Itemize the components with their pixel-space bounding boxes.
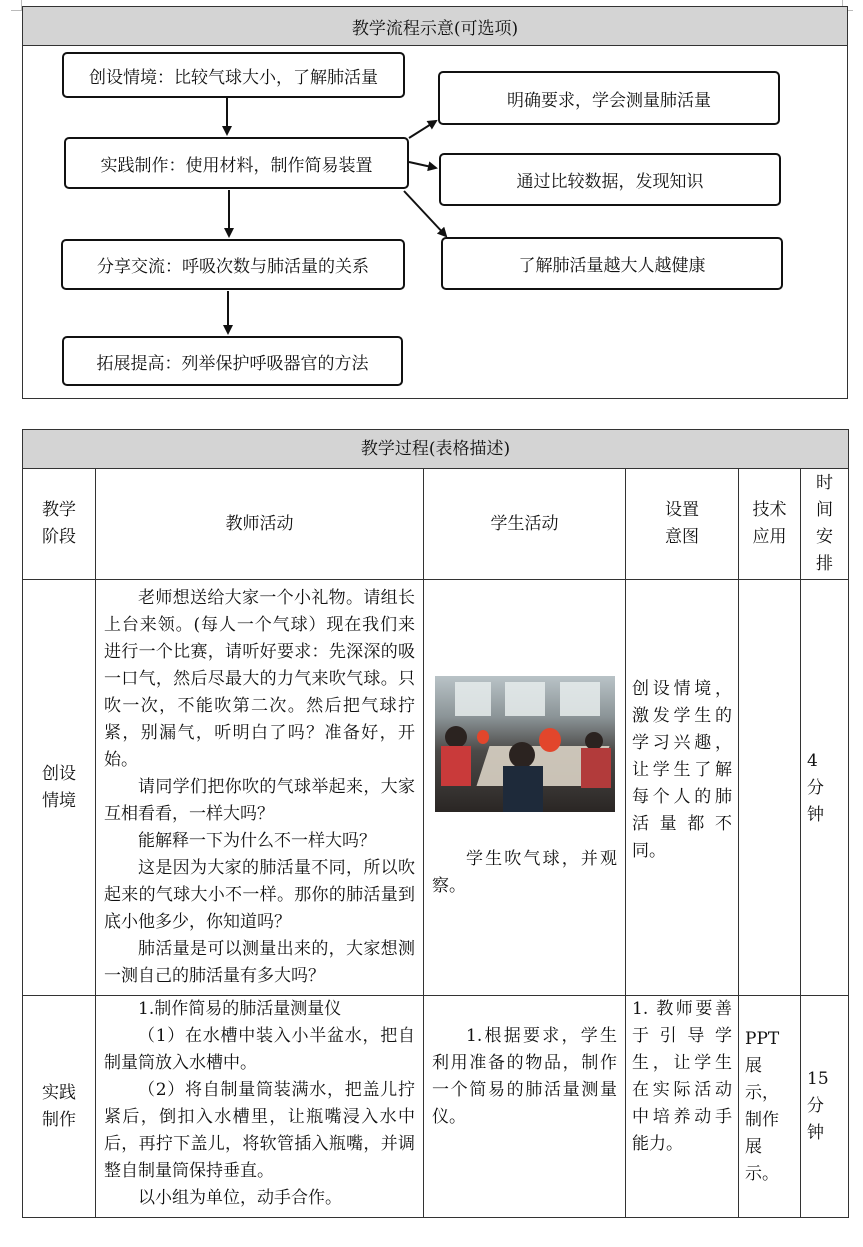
header-teacher: 教师活动 (96, 469, 424, 580)
teacher-paragraph: 肺活量是可以测量出来的，大家想测一测自己的肺活量有多大吗？ (104, 939, 415, 986)
row-student-activity (424, 996, 626, 1218)
row-teacher-activity (96, 996, 424, 1218)
teacher-paragraph: 老师想送给大家一个小礼物。请组长上台来领。(每人一个气球）现在我们来进行一个比赛，请听好要求：先深深的吸一口气，然后尽最大的力气来吹气球。只吹一次，不能吹第二次。然后把气球拧紧，别漏气，听明白了吗？准备好，开始。 (104, 588, 415, 770)
row-tech: PPT展示，制作展示。 (739, 996, 801, 1218)
header-row (23, 469, 849, 580)
arrow-to-goal-measure (409, 121, 436, 138)
header-stage: 教学 阶段 (23, 469, 96, 580)
student-activity-text: 1.根据要求，学生利用准备的物品，制作一个简易的肺活量测量仪。 (432, 1026, 617, 1127)
teacher-paragraph: （1）在水槽中装入小半盆水，把自制量筒放入水槽中。 (104, 1026, 415, 1073)
flow-step-practice: 实践制作：使用材料，制作简易装置 (64, 137, 409, 189)
arrow-to-goal-health (404, 191, 446, 236)
teacher-paragraph: 请同学们把你吹的气球举起来，大家互相看看，一样大吗？ (104, 777, 415, 824)
table-row (23, 996, 849, 1218)
row-time: 4 分 钟 (801, 580, 849, 996)
student-activity-text: 学生吹气球，并观察。 (432, 848, 617, 896)
row-teacher-activity (96, 580, 424, 996)
table-row (23, 580, 849, 996)
teacher-paragraph: 能解释一下为什么不一样大吗？ (138, 831, 376, 851)
header-time: 时 间 安 排 (801, 469, 849, 580)
flow-goal-compare: 通过比较数据，发现知识 (439, 153, 781, 206)
row-student-activity (424, 580, 626, 996)
header-student: 学生活动 (424, 469, 626, 580)
row-time: 15 分 钟 (801, 996, 849, 1218)
flow-goal-measure: 明确要求，学会测量肺活量 (438, 71, 780, 125)
header-intent: 设置 意图 (626, 469, 739, 580)
process-table (22, 429, 849, 1218)
arrow-to-goal-compare (409, 162, 436, 168)
flow-step-extend: 拓展提高：列举保护呼吸器官的方法 (62, 336, 403, 386)
flow-step-create-situation: 创设情境：比较气球大小，了解肺活量 (62, 52, 405, 98)
process-caption: 教学过程(表格描述) (23, 430, 849, 469)
flow-arrows (0, 0, 863, 400)
row-intent: 创设情境，激发学生的学习兴趣，让学生了解每个人的肺活量都不同。 (626, 580, 739, 996)
flow-step-share: 分享交流：呼吸次数与肺活量的关系 (61, 239, 405, 290)
flow-header: 教学流程示意(可选项) (22, 6, 848, 46)
header-tech: 技术 应用 (739, 469, 801, 580)
teacher-paragraph: 这是因为大家的肺活量不同，所以吹起来的气球大小不一样。那你的肺活量到底小他多少，你知道吗？ (104, 858, 415, 932)
classroom-photo (435, 676, 615, 812)
row-stage: 实践 制作 (23, 996, 96, 1218)
teacher-paragraph: 以小组为单位，动手合作。 (138, 1188, 342, 1208)
row-tech (739, 580, 801, 996)
row-intent: 1. 教师要善于引导学生，让学生在实际活动中培养动手能力。 (626, 996, 739, 1218)
teacher-paragraph: 1.制作简易的肺活量测量仪 (138, 999, 342, 1019)
teacher-paragraph: （2）将自制量筒装满水，把盖儿拧紧后，倒扣入水槽里，让瓶嘴浸入水中后，再拧下盖儿，将软管插入瓶嘴，并调整自制量筒保持垂直。 (104, 1080, 415, 1181)
row-stage: 创设 情境 (23, 580, 96, 996)
flow-goal-health: 了解肺活量越大人越健康 (441, 237, 783, 290)
